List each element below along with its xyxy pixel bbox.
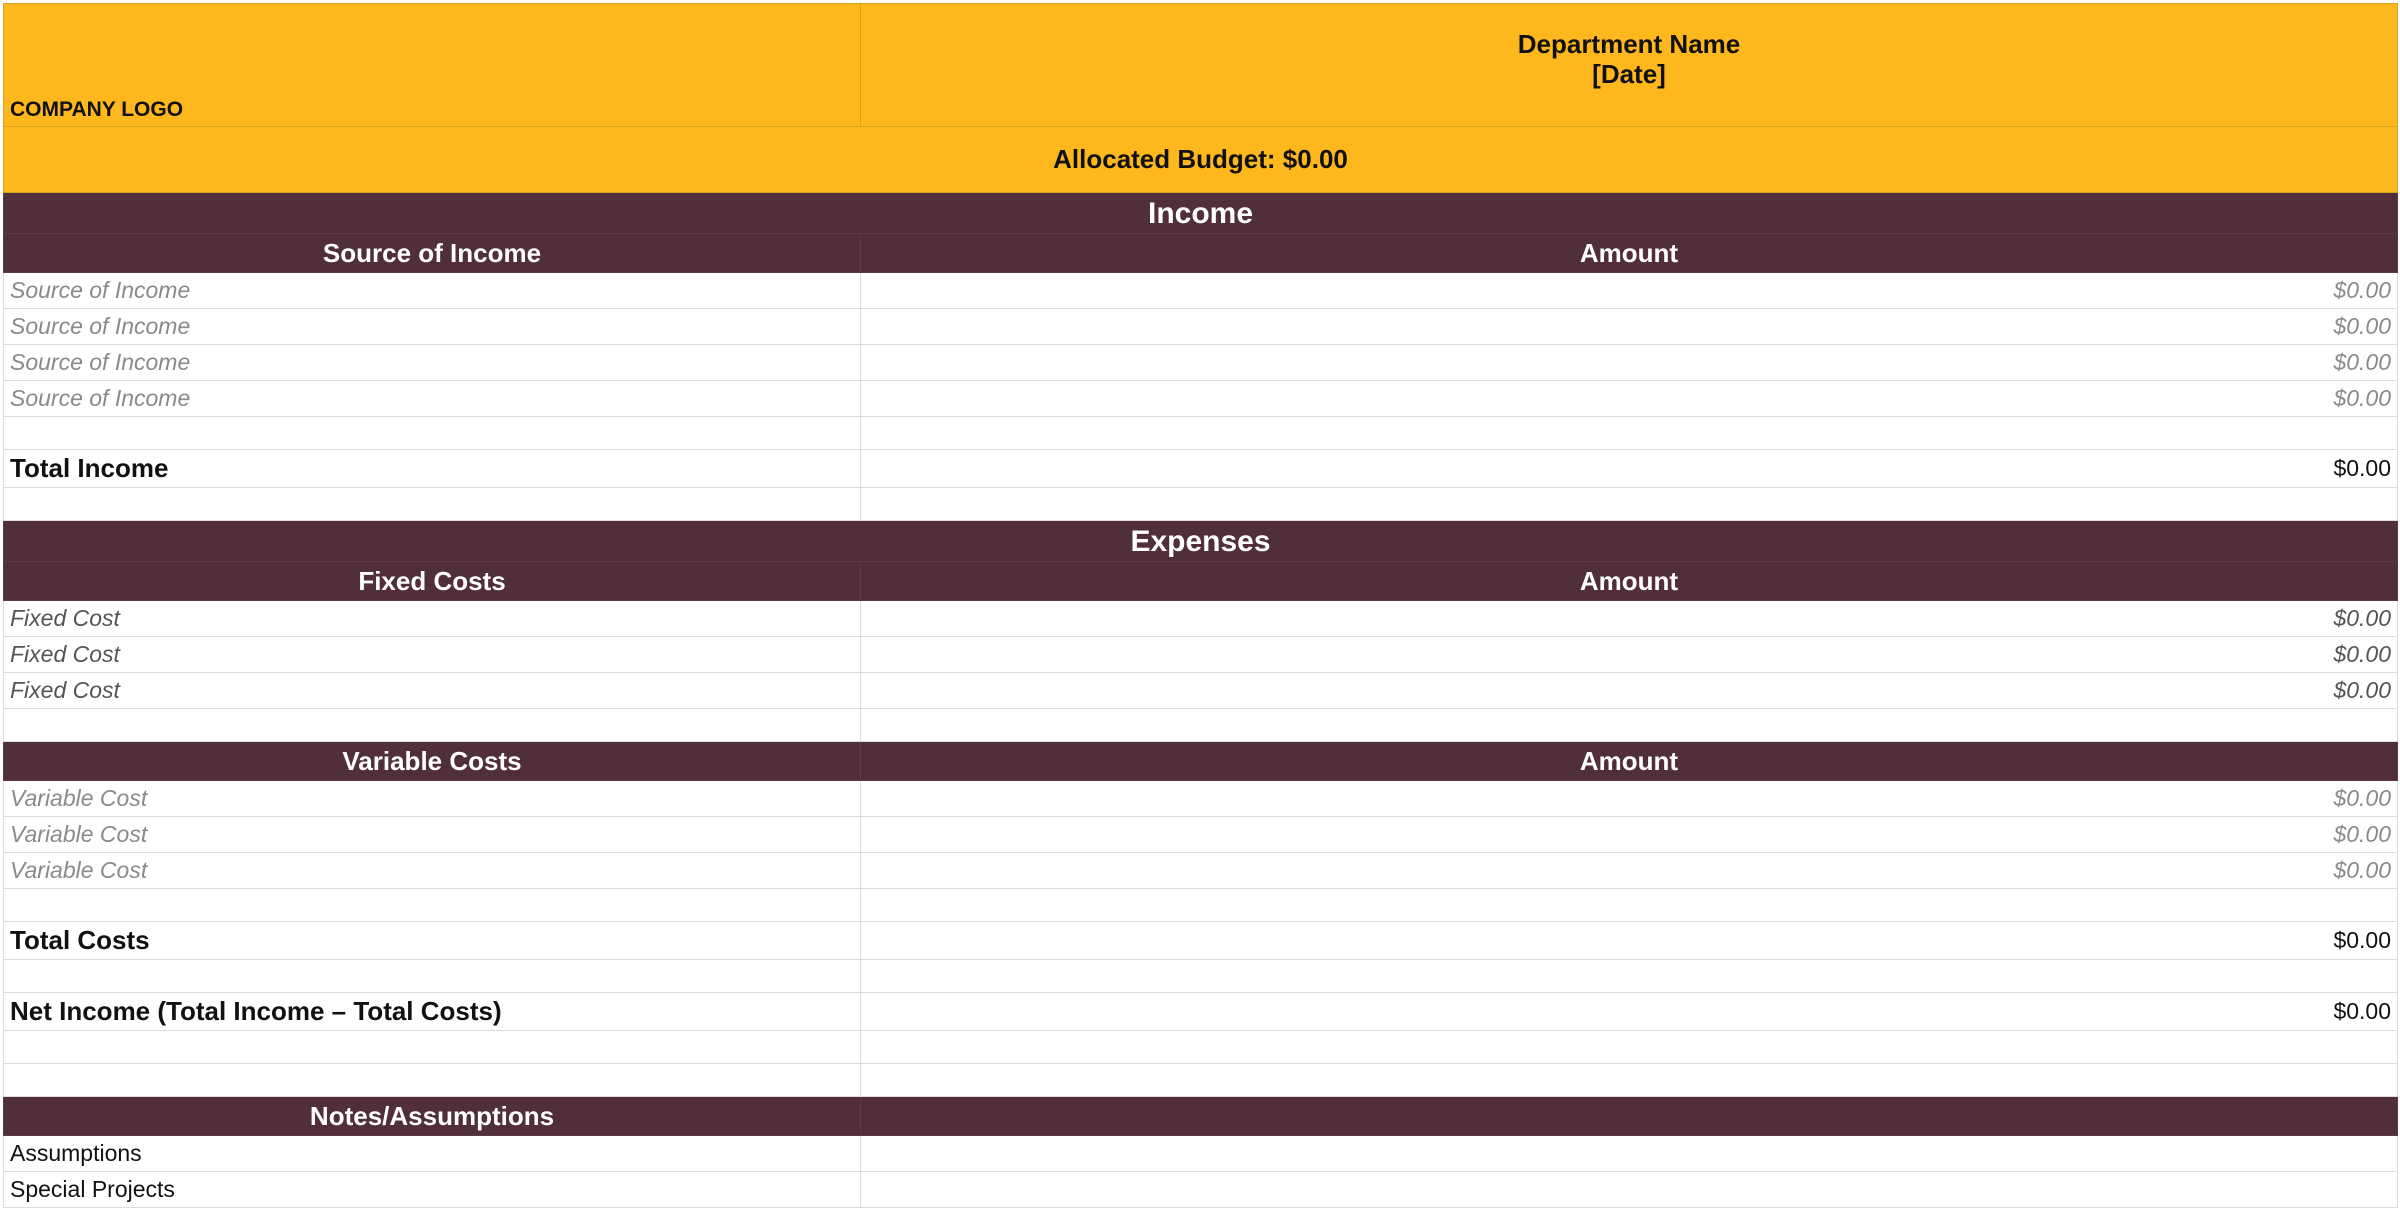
empty-cell[interactable] bbox=[861, 1172, 2398, 1208]
fixed-cost-cell[interactable]: Fixed Cost bbox=[4, 637, 861, 673]
empty-cell[interactable] bbox=[861, 960, 2398, 993]
empty-cell[interactable] bbox=[861, 889, 2398, 922]
empty-cell[interactable] bbox=[861, 417, 2398, 450]
empty-cell[interactable] bbox=[4, 889, 861, 922]
company-logo-text: COMPANY LOGO bbox=[10, 98, 184, 121]
fixed-cost-amount[interactable]: $0.00 bbox=[861, 673, 2398, 709]
table-row bbox=[4, 273, 2398, 309]
income-amount-cell[interactable]: $0.00 bbox=[861, 345, 2398, 381]
variable-cost-cell[interactable]: Variable Cost bbox=[4, 781, 861, 817]
variable-cost-amount[interactable]: $0.00 bbox=[861, 853, 2398, 889]
allocated-budget-cell[interactable]: Allocated Budget: $0.00 bbox=[4, 127, 2398, 193]
net-income-label[interactable]: Net Income (Total Income – Total Costs) bbox=[4, 993, 861, 1031]
income-amount-cell[interactable]: $0.00 bbox=[861, 273, 2398, 309]
total-income-label[interactable]: Total Income bbox=[4, 450, 861, 488]
empty-cell[interactable] bbox=[861, 709, 2398, 742]
variable-amount-header[interactable]: Amount bbox=[861, 742, 2398, 781]
empty-row bbox=[4, 889, 2398, 922]
empty-cell[interactable] bbox=[4, 1064, 861, 1097]
notes-special-projects-cell[interactable]: Special Projects bbox=[4, 1172, 861, 1208]
expenses-section-title[interactable]: Expenses bbox=[4, 521, 2398, 562]
income-source-cell[interactable]: Source of Income bbox=[4, 345, 861, 381]
empty-cell[interactable] bbox=[861, 488, 2398, 521]
variable-cost-amount[interactable]: $0.00 bbox=[861, 817, 2398, 853]
variable-costs-header[interactable]: Variable Costs bbox=[4, 742, 861, 781]
variable-cost-cell[interactable]: Variable Cost bbox=[4, 817, 861, 853]
department-cell[interactable] bbox=[861, 4, 2398, 127]
table-row bbox=[4, 637, 2398, 673]
total-costs-amount[interactable]: $0.00 bbox=[861, 922, 2398, 960]
empty-row bbox=[4, 1064, 2398, 1097]
notes-assumptions-cell[interactable]: Assumptions bbox=[4, 1136, 861, 1172]
table-row bbox=[4, 601, 2398, 637]
empty-cell[interactable] bbox=[861, 1064, 2398, 1097]
net-income-row bbox=[4, 993, 2398, 1031]
empty-row bbox=[4, 417, 2398, 450]
net-income-amount[interactable]: $0.00 bbox=[861, 993, 2398, 1031]
company-logo-cell[interactable] bbox=[4, 4, 861, 127]
income-source-cell[interactable]: Source of Income bbox=[4, 381, 861, 417]
budget-sheet bbox=[3, 3, 2398, 1208]
fixed-costs-header[interactable]: Fixed Costs bbox=[4, 562, 861, 601]
income-source-cell[interactable]: Source of Income bbox=[4, 309, 861, 345]
income-source-cell[interactable]: Source of Income bbox=[4, 273, 861, 309]
total-income-amount[interactable]: $0.00 bbox=[861, 450, 2398, 488]
empty-row bbox=[4, 960, 2398, 993]
fixed-cost-cell[interactable]: Fixed Cost bbox=[4, 673, 861, 709]
notes-header-blank[interactable] bbox=[861, 1097, 2398, 1136]
fixed-cost-amount[interactable]: $0.00 bbox=[861, 601, 2398, 637]
notes-header[interactable]: Notes/Assumptions bbox=[4, 1097, 861, 1136]
table-row bbox=[4, 1136, 2398, 1172]
total-income-row bbox=[4, 450, 2398, 488]
empty-cell[interactable] bbox=[861, 1031, 2398, 1064]
income-source-header[interactable]: Source of Income bbox=[4, 234, 861, 273]
income-amount-header[interactable]: Amount bbox=[861, 234, 2398, 273]
table-row bbox=[4, 309, 2398, 345]
fixed-cost-amount[interactable]: $0.00 bbox=[861, 637, 2398, 673]
empty-cell[interactable] bbox=[4, 417, 861, 450]
empty-cell[interactable] bbox=[4, 960, 861, 993]
empty-row bbox=[4, 1031, 2398, 1064]
fixed-amount-header[interactable]: Amount bbox=[861, 562, 2398, 601]
department-name: Department Name bbox=[1517, 29, 1741, 59]
income-section-title[interactable]: Income bbox=[4, 193, 2398, 234]
table-row bbox=[4, 817, 2398, 853]
empty-cell[interactable] bbox=[4, 488, 861, 521]
income-amount-cell[interactable]: $0.00 bbox=[861, 309, 2398, 345]
report-date: [Date] bbox=[1592, 59, 1666, 89]
empty-row bbox=[4, 488, 2398, 521]
total-costs-label[interactable]: Total Costs bbox=[4, 922, 861, 960]
variable-cost-amount[interactable]: $0.00 bbox=[861, 781, 2398, 817]
table-row bbox=[4, 345, 2398, 381]
table-row bbox=[4, 381, 2398, 417]
empty-cell[interactable] bbox=[861, 1136, 2398, 1172]
table-row bbox=[4, 781, 2398, 817]
income-amount-cell[interactable]: $0.00 bbox=[861, 381, 2398, 417]
empty-cell[interactable] bbox=[4, 1031, 861, 1064]
table-row bbox=[4, 853, 2398, 889]
table-row bbox=[4, 1172, 2398, 1208]
table-row bbox=[4, 673, 2398, 709]
empty-row bbox=[4, 709, 2398, 742]
total-costs-row bbox=[4, 922, 2398, 960]
variable-cost-cell[interactable]: Variable Cost bbox=[4, 853, 861, 889]
empty-cell[interactable] bbox=[4, 709, 861, 742]
fixed-cost-cell[interactable]: Fixed Cost bbox=[4, 601, 861, 637]
